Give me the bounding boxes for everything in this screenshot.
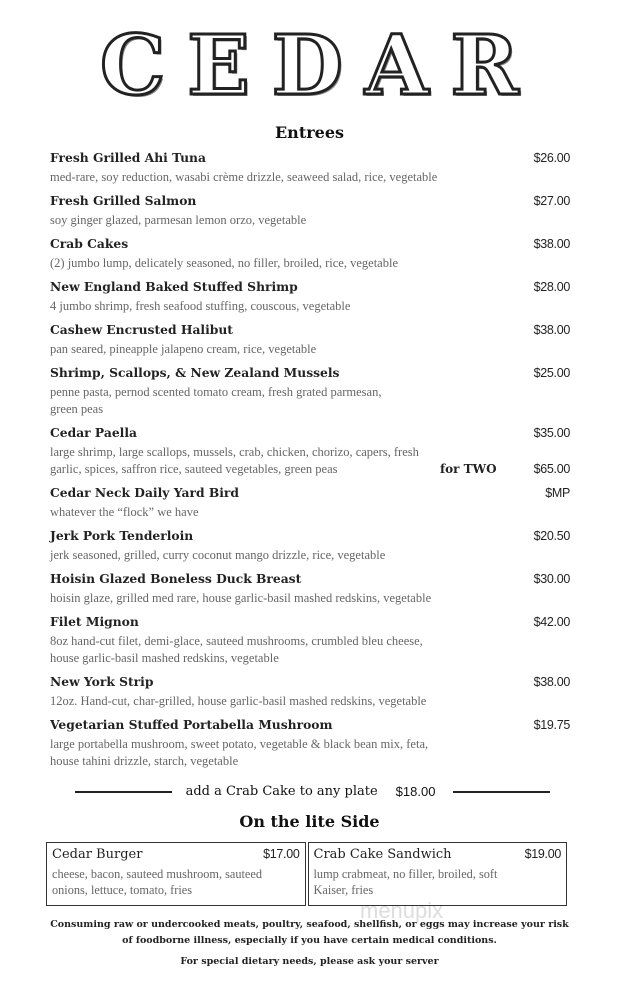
item-header bbox=[50, 279, 570, 298]
warning-line: of foodborne illness, especially if you have certain medical conditions. bbox=[122, 935, 497, 946]
item-header bbox=[50, 150, 570, 169]
item-description: lump crabmeat, no filler, broiled, soft bbox=[313, 867, 498, 881]
item-description: 4 jumbo shrimp, fresh seafood stuffing, couscous, vegetable bbox=[50, 299, 351, 313]
for-two-price: $65.00 bbox=[533, 462, 570, 476]
cedar-logo bbox=[100, 18, 541, 114]
item-header bbox=[50, 193, 570, 212]
item-price: $35.00 bbox=[533, 426, 570, 440]
item-name: Crab Cake Sandwich bbox=[313, 847, 452, 862]
entrees-list bbox=[50, 150, 570, 777]
item-header bbox=[50, 425, 570, 444]
menu-item bbox=[50, 674, 570, 710]
item-name: Filet Mignon bbox=[50, 614, 139, 629]
item-price: $38.00 bbox=[533, 237, 570, 251]
item-description: jerk seasoned, grilled, curry coconut mango drizzle, rice, vegetable bbox=[50, 548, 386, 562]
menu-item bbox=[50, 717, 570, 770]
item-price: $26.00 bbox=[533, 151, 570, 165]
section-title-lite: On the lite Side bbox=[239, 812, 380, 831]
item-description: garlic, spices, saffron rice, sauteed vegetables, green peas bbox=[50, 462, 338, 476]
item-header bbox=[50, 485, 570, 504]
item-name: Hoisin Glazed Boneless Duck Breast bbox=[50, 571, 302, 586]
addon-price: $18.00 bbox=[395, 784, 436, 799]
item-name: Cedar Neck Daily Yard Bird bbox=[50, 485, 239, 500]
item-price: $38.00 bbox=[533, 323, 570, 337]
item-header bbox=[50, 365, 570, 384]
item-name: New York Strip bbox=[50, 674, 154, 689]
item-description: 12oz. Hand-cut, char-grilled, house garlic-basil mashed redskins, vegetable bbox=[50, 694, 427, 708]
menu-item bbox=[50, 528, 570, 564]
item-name: Cedar Burger bbox=[52, 847, 143, 862]
item-description: Kaiser, fries bbox=[313, 883, 374, 897]
item-description: soy ginger glazed, parmesan lemon orzo, vegetable bbox=[50, 213, 307, 227]
item-price: $30.00 bbox=[533, 572, 570, 586]
item-price: $27.00 bbox=[533, 194, 570, 208]
warning-line: Consuming raw or undercooked meats, poultry, seafood, shellfish, or eggs may increase your risk bbox=[50, 919, 569, 930]
item-header bbox=[50, 322, 570, 341]
item-price: $17.00 bbox=[263, 847, 300, 861]
lite-item bbox=[46, 842, 306, 906]
item-description: 8oz hand-cut filet, demi-glace, sauteed mushrooms, crumbled bleu cheese, bbox=[50, 634, 423, 648]
item-price: $25.00 bbox=[533, 366, 570, 380]
dietary-note: For special dietary needs, please ask your server bbox=[180, 956, 439, 967]
item-description: hoisin glaze, grilled med rare, house garlic-basil mashed redskins, vegetable bbox=[50, 591, 432, 605]
item-description: house tahini drizzle, starch, vegetable bbox=[50, 754, 239, 768]
item-name: New England Baked Stuffed Shrimp bbox=[50, 279, 298, 294]
item-header bbox=[52, 847, 300, 866]
item-header bbox=[314, 847, 562, 866]
menu-item bbox=[50, 614, 570, 667]
item-header bbox=[50, 571, 570, 590]
item-header bbox=[50, 614, 570, 633]
menu-item bbox=[50, 485, 570, 521]
menu-item bbox=[50, 571, 570, 607]
addon-crab-cake bbox=[75, 784, 550, 799]
item-description: cheese, bacon, sauteed mushroom, sauteed bbox=[52, 867, 262, 881]
item-name: Fresh Grilled Ahi Tuna bbox=[50, 150, 206, 165]
menu-item bbox=[50, 150, 570, 186]
menu-item bbox=[50, 425, 570, 478]
item-name: Cedar Paella bbox=[50, 425, 137, 440]
item-description: house garlic-basil mashed redskins, vegetable bbox=[50, 651, 279, 665]
item-description: penne pasta, pernod scented tomato cream, fresh grated parmesan, bbox=[50, 385, 382, 399]
menu-item bbox=[50, 279, 570, 315]
item-name: Fresh Grilled Salmon bbox=[50, 193, 197, 208]
item-description: onions, lettuce, tomato, fries bbox=[52, 883, 193, 897]
item-description: pan seared, pineapple jalapeno cream, rice, vegetable bbox=[50, 342, 317, 356]
item-name: Cashew Encrusted Halibut bbox=[50, 322, 233, 337]
item-header bbox=[50, 236, 570, 255]
lite-side-boxes bbox=[46, 842, 567, 906]
item-price: $19.00 bbox=[524, 847, 561, 861]
item-description: (2) jumbo lump, delicately seasoned, no filler, broiled, rice, vegetable bbox=[50, 256, 398, 270]
item-name: Shrimp, Scallops, & New Zealand Mussels bbox=[50, 365, 340, 380]
menu-item bbox=[50, 236, 570, 272]
divider bbox=[453, 791, 550, 793]
item-price: $28.00 bbox=[533, 280, 570, 294]
divider bbox=[75, 791, 172, 793]
item-price: $19.75 bbox=[533, 718, 570, 732]
item-header bbox=[50, 528, 570, 547]
item-description: large portabella mushroom, sweet potato, vegetable & black bean mix, feta, bbox=[50, 737, 429, 751]
item-description: green peas bbox=[50, 402, 104, 416]
menu-item bbox=[50, 193, 570, 229]
section-title-entrees: Entrees bbox=[274, 123, 344, 142]
item-name: Jerk Pork Tenderloin bbox=[50, 528, 194, 543]
watermark: menupix bbox=[360, 898, 444, 923]
item-header bbox=[50, 717, 570, 736]
logo-text: CEDAR bbox=[100, 18, 541, 114]
lite-item bbox=[308, 842, 568, 906]
food-warning bbox=[0, 917, 619, 949]
item-price: $42.00 bbox=[533, 615, 570, 629]
item-description: whatever the “flock” we have bbox=[50, 505, 199, 519]
menu-item bbox=[50, 365, 570, 418]
item-price: $MP bbox=[545, 486, 570, 500]
item-header bbox=[50, 674, 570, 693]
item-price: $38.00 bbox=[533, 675, 570, 689]
item-name: Crab Cakes bbox=[50, 236, 129, 251]
item-description: large shrimp, large scallops, mussels, crab, chicken, chorizo, capers, fresh bbox=[50, 445, 419, 459]
addon-text: add a Crab Cake to any plate bbox=[185, 784, 378, 799]
for-two-label: for TWO bbox=[440, 462, 497, 476]
item-name: Vegetarian Stuffed Portabella Mushroom bbox=[50, 717, 333, 732]
item-description: med-rare, soy reduction, wasabi crème drizzle, seaweed salad, rice, vegetable bbox=[50, 170, 438, 184]
item-price: $20.50 bbox=[533, 529, 570, 543]
for-two-option bbox=[440, 461, 570, 478]
menu-item bbox=[50, 322, 570, 358]
